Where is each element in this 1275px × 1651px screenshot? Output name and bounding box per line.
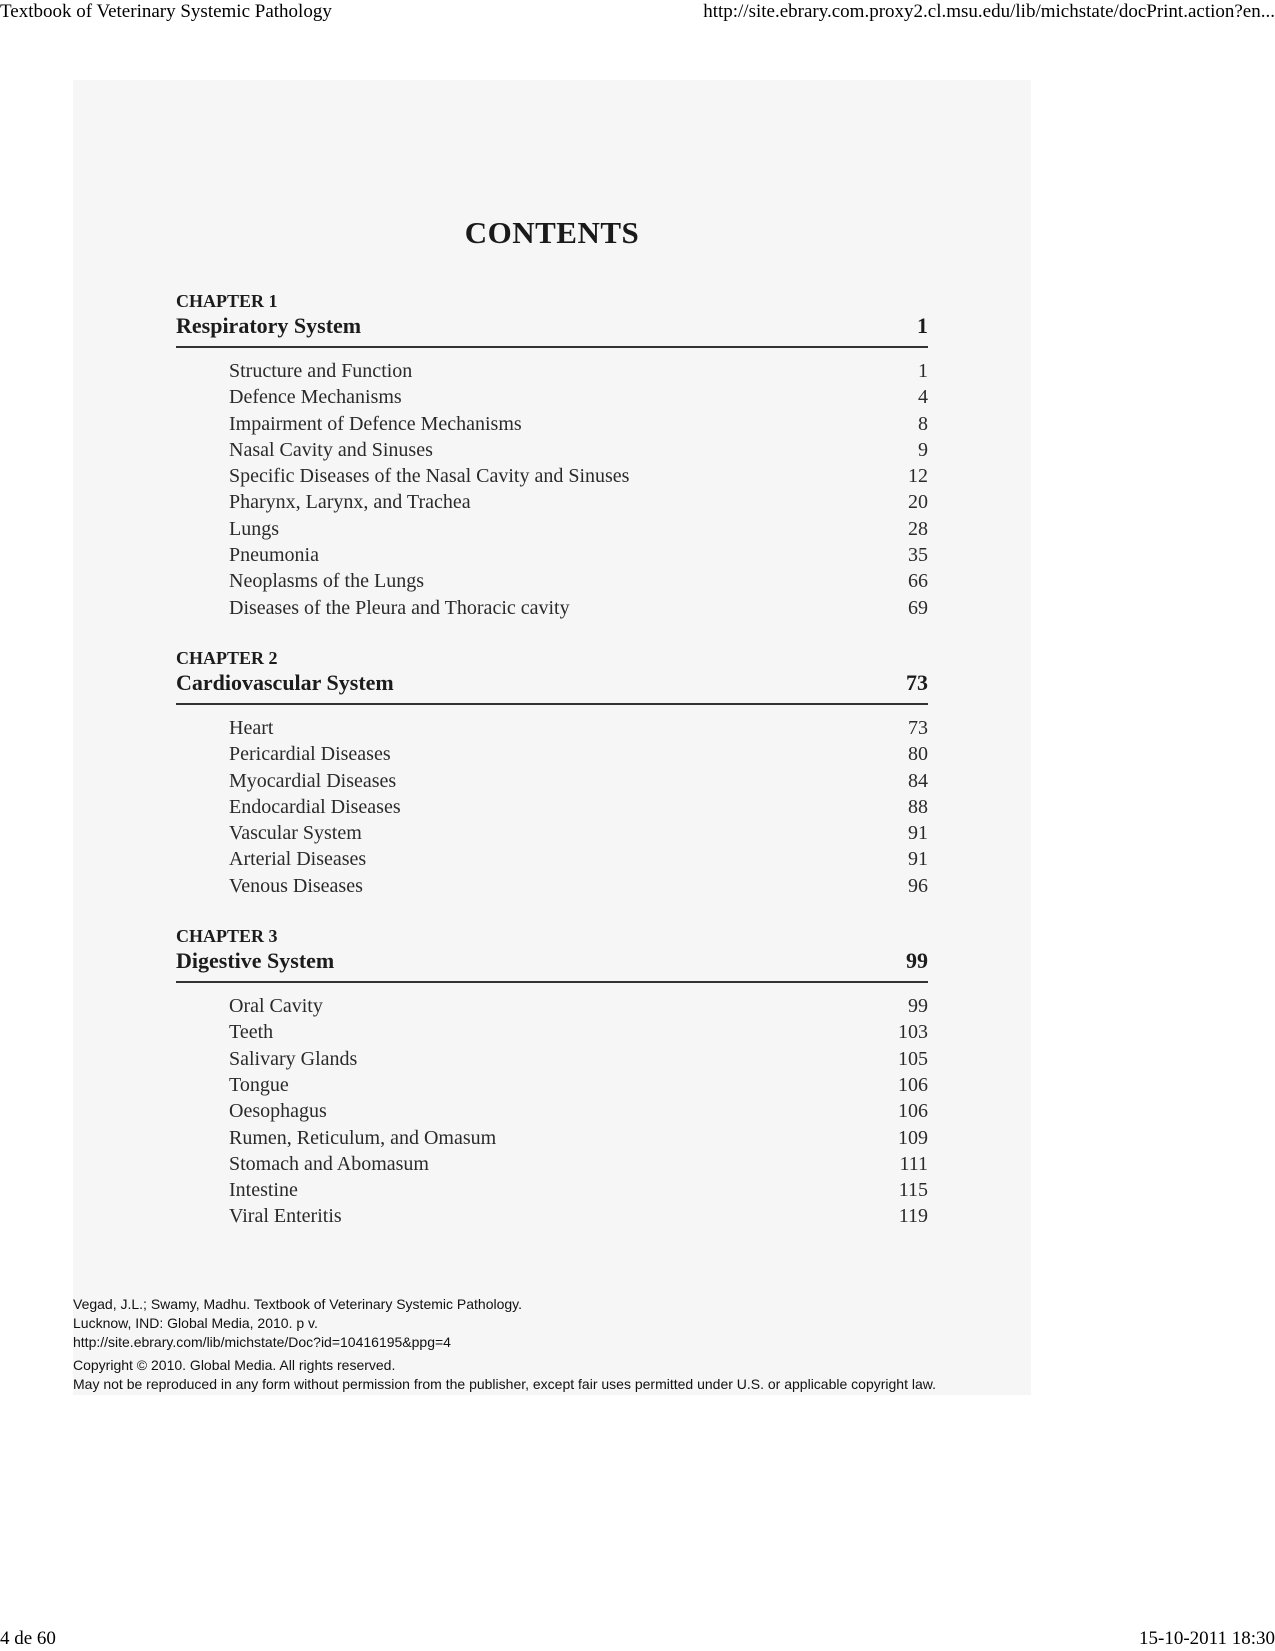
toc-entry-page: 35: [908, 544, 928, 567]
toc-entry-page: 1: [918, 360, 928, 382]
toc-entry: [229, 411, 928, 437]
toc-entry-page: 106: [898, 1100, 928, 1123]
toc-entry: [229, 463, 928, 489]
toc-entry-page: 115: [898, 1179, 928, 1202]
toc-entry-page: 84: [908, 769, 928, 792]
toc-entry-page: 73: [908, 716, 928, 739]
toc-entry-title: Pericardial Diseases: [229, 743, 391, 766]
print-timestamp: 15-10-2011 18:30: [1139, 1628, 1275, 1649]
toc-entry-title: Neoplasms of the Lungs: [229, 570, 424, 593]
toc-entry: [229, 768, 928, 794]
toc-entry: [229, 1019, 928, 1045]
table-of-contents: [176, 290, 928, 1256]
toc-entry-title: Stomach and Abomasum: [229, 1152, 429, 1175]
toc-entry: [229, 542, 928, 568]
toc-entry: [229, 820, 928, 846]
toc-entry: [229, 741, 928, 767]
toc-entry-title: Pneumonia: [229, 544, 319, 567]
toc-entry: [229, 1072, 928, 1098]
toc-entry-page: 8: [918, 412, 928, 435]
toc-entry: [229, 1098, 928, 1124]
toc-entry-title: Defence Mechanisms: [229, 386, 402, 409]
citation-authors-title: Vegad, J.L.; Swamy, Madhu. Textbook of Veterinary Systemic Pathology.: [73, 1296, 523, 1312]
toc-entry: [229, 568, 928, 594]
chapter-title: Digestive System: [176, 948, 335, 974]
toc-entry-page: 69: [908, 596, 928, 619]
toc-entry-page: 106: [898, 1073, 928, 1096]
toc-entry: [229, 358, 928, 384]
toc-entry-title: Endocardial Diseases: [229, 795, 401, 818]
toc-entry-page: 105: [898, 1047, 928, 1070]
toc-entry-page: 91: [908, 848, 928, 871]
toc-entry-title: Pharynx, Larynx, and Trachea: [229, 491, 471, 514]
toc-entry-page: 28: [908, 517, 928, 540]
chapter-number: CHAPTER 3: [176, 926, 278, 947]
toc-entry-title: Intestine: [229, 1179, 298, 1202]
toc-entry: [229, 1046, 928, 1072]
print-page-count: 4 de 60: [0, 1628, 56, 1649]
chapter-number: CHAPTER 1: [176, 291, 278, 311]
scanned-page: [73, 80, 1031, 1395]
chapter-title: Respiratory System: [176, 313, 362, 338]
toc-entry-page: 109: [898, 1126, 928, 1149]
toc-entry: [229, 1151, 928, 1177]
toc-entry-title: Diseases of the Pleura and Thoracic cavity: [229, 596, 570, 619]
toc-entry-page: 88: [908, 795, 928, 818]
toc-entry-title: Arterial Diseases: [229, 848, 367, 871]
toc-entry-title: Myocardial Diseases: [229, 769, 397, 792]
toc-entry-page: 99: [908, 995, 928, 1018]
toc-entry-title: Viral Enteritis: [229, 1205, 342, 1228]
toc-entry-title: Tongue: [229, 1073, 289, 1096]
toc-entry-page: 111: [899, 1152, 928, 1175]
reproduction-notice: May not be reproduced in any form without permission from the publisher, except fair uses permitted under U.S. or applicable copyright law.: [73, 1376, 936, 1392]
toc-entry-page: 91: [908, 822, 928, 845]
toc-entry: [229, 715, 928, 741]
toc-entry-page: 119: [898, 1205, 928, 1228]
toc-entry-title: Structure and Function: [229, 360, 413, 382]
toc-entry: [229, 384, 928, 410]
toc-entry: [229, 489, 928, 515]
chapter-title-row: [176, 947, 928, 983]
toc-entry-title: Impairment of Defence Mechanisms: [229, 412, 522, 435]
chapter-number: CHAPTER 2: [176, 647, 278, 668]
toc-entry-page: 96: [908, 874, 928, 897]
toc-entry-title: Lungs: [229, 517, 279, 540]
chapter-page-number: 99: [906, 948, 928, 974]
toc-entry-title: Salivary Glands: [229, 1047, 358, 1070]
citation-url[interactable]: http://site.ebrary.com/lib/michstate/Doc?id=10416195&ppg=4: [73, 1334, 451, 1350]
toc-entry: [229, 1203, 928, 1229]
citation-block: [73, 1295, 936, 1394]
toc-entry: [229, 437, 928, 463]
toc-entry-page: 9: [918, 438, 928, 461]
toc-entry: [229, 1177, 928, 1203]
chapter-title: Cardiovascular System: [176, 669, 394, 695]
toc-entry-page: 103: [898, 1021, 928, 1044]
toc-entry: [229, 595, 928, 621]
toc-entry: [229, 794, 928, 820]
toc-entry-title: Rumen, Reticulum, and Omasum: [229, 1126, 497, 1149]
toc-entry-page: 4: [918, 386, 928, 409]
toc-entry-title: Oesophagus: [229, 1100, 327, 1123]
chapter-section: [176, 925, 928, 1230]
toc-entry-page: 66: [908, 570, 928, 593]
toc-entry: [229, 846, 928, 872]
toc-entry: [229, 873, 928, 899]
toc-entry-title: Venous Diseases: [229, 874, 363, 897]
chapter-section: [176, 290, 928, 621]
toc-entry-title: Vascular System: [229, 822, 362, 845]
toc-entry-page: 80: [908, 743, 928, 766]
chapter-section: [176, 647, 928, 899]
toc-entry: [229, 516, 928, 542]
print-header-title: Textbook of Veterinary Systemic Pathology: [0, 1, 332, 22]
toc-entry: [229, 1125, 928, 1151]
copyright-notice: Copyright © 2010. Global Media. All rights reserved.: [73, 1357, 396, 1373]
toc-entry-title: Specific Diseases of the Nasal Cavity and Sinuses: [229, 465, 630, 488]
toc-entry-title: Teeth: [229, 1021, 274, 1044]
toc-entry-title: Heart: [229, 716, 274, 739]
toc-entry-page: 12: [908, 465, 928, 488]
chapter-page-number: 1: [917, 313, 928, 338]
print-header-url: http://site.ebrary.com.proxy2.cl.msu.edu/lib/michstate/docPrint.action?en...: [703, 1, 1275, 22]
chapter-title-row: [176, 312, 928, 348]
chapter-title-row: [176, 669, 928, 705]
toc-entry-title: Oral Cavity: [229, 995, 323, 1018]
citation-publisher: Lucknow, IND: Global Media, 2010. p v.: [73, 1315, 318, 1331]
toc-entry: [229, 993, 928, 1019]
toc-entry-title: Nasal Cavity and Sinuses: [229, 438, 433, 461]
chapter-page-number: 73: [906, 669, 928, 695]
toc-entry-page: 20: [908, 491, 928, 514]
contents-heading: CONTENTS: [464, 215, 640, 250]
